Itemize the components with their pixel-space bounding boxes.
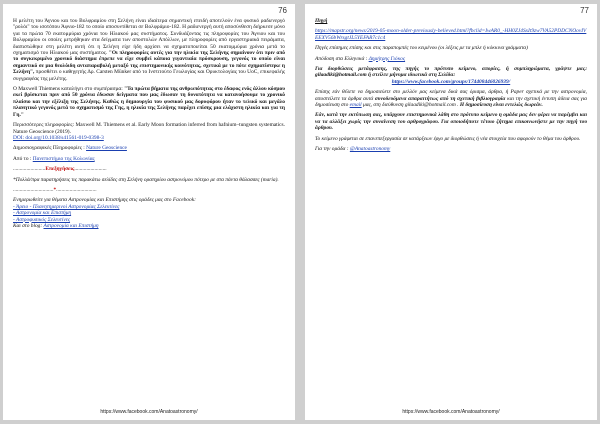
note-bold: Η δημοσίευση είναι εντελώς δωρεάν. (459, 102, 543, 109)
group-label: Για την ομάδα : (315, 146, 349, 153)
note-text: και την σχετική έντυπη άδεια σας για δημοσίευση στο (315, 95, 587, 109)
footnote: *Πολλά/πρα παρατηρήσεις τις παρακάτω σελίδες στη Σελήνη ορατηρίου αστρονόμου πότερο με στα πάντα θάλασσες (maria). (13, 176, 279, 183)
group-link[interactable]: - Αστροφυσικός Σελευτίνες (13, 216, 71, 223)
left-page (3, 4, 295, 420)
group-line (315, 146, 587, 152)
right-content (315, 18, 587, 157)
note-bold: συνοδευόμενα απαραιτήτως από τη σχετική βιβλιογραφία (374, 95, 506, 102)
source-link[interactable]: Nature Geoscience (86, 145, 127, 152)
from-link[interactable]: Πανεπιστήμιο της Κολωνίας (32, 155, 95, 162)
blog-label: Και στο blog: (13, 222, 43, 229)
group-link[interactable]: @Anatoastronomy (349, 146, 391, 153)
note-text: μας, στη διεύθυνση gilaadiki@hotmail.com . (363, 102, 459, 109)
disclaimer: Εάν, κατά την εκτύπωση σας, υπάρχουν επιστημονικά λάθη στο πρότυπο κείμενο η ομάδα μας δεν φέρει να παρέμβει και να τα αλλάξει χωρίς την συναίνεση του αρθρογράφου. Για οποιοδήποτε τέτοιο ζήτημα επικοινωνήστε με την πηγή του άρθρου. (315, 112, 587, 132)
source-url[interactable]: https://mapstr.org/news/2019-05-moon-older-previously-believed.html?fbclid=IwAR0_-HH0ZJ4SxIt9zw7VA52PDDCNOovIVEEXV56bWrsgtJL5YEFAR7c1c4 (315, 28, 587, 41)
page-number: 77 (580, 6, 589, 15)
page-footer: https://www.facebook.com/Anatoastronomy/ (100, 409, 198, 415)
paragraph-text: προσθέτει ο καθηγητής Δρ. Carsten Münker από το Ινστιτούτο Γεωλογίας και Ορυκτολογίας του UoC, επικεφαλής συγγραφέας της μελέτης. (13, 69, 285, 82)
permission-text (315, 66, 587, 85)
divider (13, 166, 285, 172)
page-number: 76 (278, 6, 287, 15)
divider-dots: ........................ (13, 166, 46, 173)
group-link[interactable]: - Άρειο - Πλανητημερινοί Αστρονομίας Σελευτίνες (13, 203, 120, 210)
translation-label: Απόδοση στα Ελληνικά : (315, 55, 368, 62)
translator-link[interactable]: Δημήτρης Γιόκος (368, 55, 406, 62)
paragraph (13, 18, 285, 82)
divider (13, 187, 285, 193)
doi-link[interactable]: DOI: doi.org/10.1038/s41561-019-0398-3 (13, 134, 104, 141)
from-label: Από το : (13, 155, 32, 162)
source-heading: Πηγή (315, 18, 328, 24)
page-footer: https://www.facebook.com/Anatoastronomy/ (402, 409, 500, 415)
facebook-group-link[interactable]: https://www.facebook.com/groups/174408446026939/ (391, 78, 511, 85)
update-note: Το κείμενο γράφεται σε επανεπεξεργασία σε κατάρξεων έργο με διορθώσεις ή νέα στοιχεία που αφορούν το θέμα του άρθρου. (315, 135, 581, 142)
paragraph-text: Ο Maxwell Thiemens καταλήγει στο συμπέρασμα: (13, 86, 123, 93)
note-text: Επίσης εάν θέλετε να δημοσιεύετε στο μελλόν μας κείμενα δικά σας όρισμα, άρθρα, ή Paper σχετικά με την αστρονομία, αποστείλετε τα άρθρα αυτά (315, 89, 587, 102)
left-content (13, 18, 285, 233)
group-link[interactable]: - Αστρονομία και Επιστήμη (13, 210, 72, 217)
blog-link[interactable]: Αστρονομία και Επιστήμη (43, 222, 99, 229)
source-label: Δημοσιογραφικές Πληροφορίες : (13, 145, 85, 152)
divider-dots: .............................. (13, 186, 54, 193)
submission-note (315, 89, 587, 108)
permission-label: Για διορθώσεις μετάφρασης, της πηγής το πρότυπο κείμενο, απορίες, ή συμπληρώματα, γράψτε μας: gilaadiki@hotmail.com ή στείλτε μήνυμα ιδιωτικά στη Σελίδα: (315, 66, 587, 79)
from-line (13, 156, 285, 162)
reference-text: Περισσότερες πληροφορίες: Maxwell M. Thiemens et al. Early Moon formation inferred from hafnium–tungsten systematics. Nature Geoscience (2019). (13, 122, 285, 135)
divider-dots: ........................ (74, 166, 107, 173)
right-page (305, 4, 597, 420)
paragraph (13, 86, 285, 118)
divider-dots: .............................. (56, 186, 97, 193)
translation-line (315, 56, 587, 62)
quote-bold: "Τα πρώτα βήματα της ανθρωπότητας στο έδαφος ενός άλλου κόσμου εκεί βρίσκεται πριν από 50 χρόνια έδωσαν δείγματα που μας έδωσαν τη δυνατότητα να κατανοήσουμε το χρονικό πλαίσιο και την εξέλιξη της Σελήνης. Καθώς η δημιουργία του φυσικού μας δορυφόρου ήταν το τελικό και μεγάλο πλανητικό γεγονός μετά το σχηματισμό της Γης, η ηλικία της Σελήνης παρέχει επίσης μια ελάχιστη ηλικία και για τη Γη." (13, 86, 285, 118)
divider-title: Επεξηγήσεις (45, 166, 75, 173)
updates-text (13, 197, 285, 229)
updates-label: Ενημερωθείτε για θέματα Αστρονομίας και Επιστήμης στις ομάδες μας στο Facebook: (13, 197, 196, 204)
paragraph-text: Η μελέτη του Άγνιου και του Βολφραμίου στη Σελήνη είναι ιδιαίτερα σημαντική επειδή αποτελούν ένα φυσικό ραδιενεργό "ρολόι" του ισοτόπου Άφνιο-182 το οποίο αποσυντίθεται σε Βολφράμιο-182. Η ραδιενεργή αυτή αποσύνθεση διήρκεσε μόνο για τα πρώτα 70 εκατομμύρια χρόνια του Ηλιακού μας συστήματος. Συνδυάζοντας τις πληροφορίες του Άγνιου και του Βολφραμίου οι οποίες μετρήθηκαν στα δείγματα των αποστολών Απόλλων, με πληροφορίες από εργαστηριακά πειράματα, διαπιστώθηκε στη μελέτη αυτή ότι η Σελήνη είχε ήδη αρχίσει να σχηματοποιείται 50 εκατομμύρια χρόνια μετά το σχηματισμό του Ηλιακού μας συστήματος. (13, 18, 285, 57)
source-line (13, 145, 285, 151)
email-link[interactable]: email (349, 102, 362, 109)
reference (13, 122, 285, 141)
quote-bold: "Οι πληροφορίες αυτές για την ηλικία της Σελήνης σημαίνουν ότι πριν από το συγκεκριμένο χρονικό διάστημα έπρεπε να είχε συμβεί κάποια γιγαντιαία πρόσκρουση, γεγονός το οποίο είναι σημαντικό σε μια θεολόιδη ανταπαραβολή μεταξύ της επιστημονικής κοινότητας, σχετικά με το πότε σχηματίστηκε η Σελήνη", (13, 50, 285, 76)
divider-star: * (53, 186, 57, 193)
rights-note: Πηγές επίσημες επίσης και στις παραπομπές του κειμένου (οι λέξεις με τα μπλε ή κόκκινα γράμματα) (315, 45, 528, 52)
